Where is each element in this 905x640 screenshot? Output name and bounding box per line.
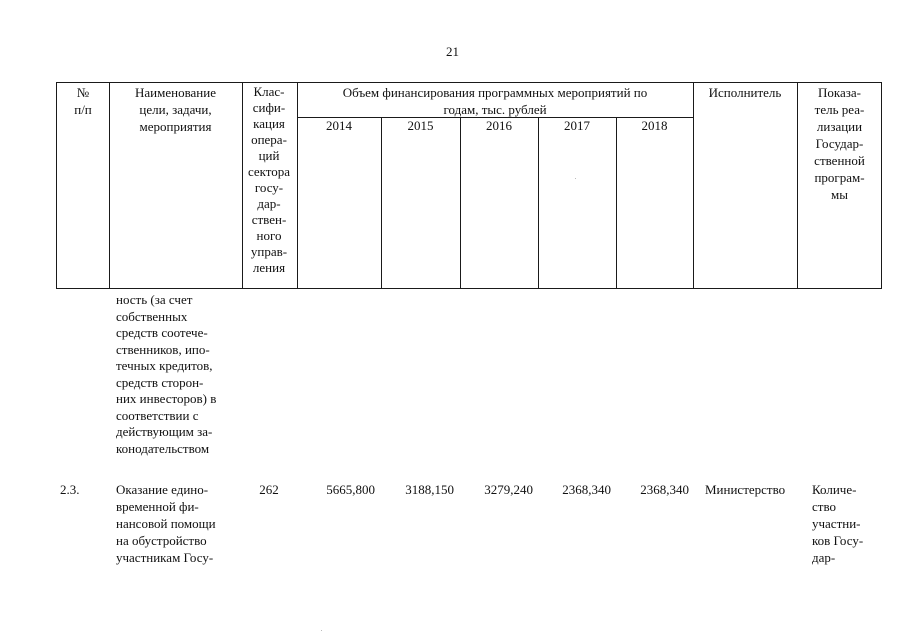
scan-speck: [575, 178, 576, 179]
year-2016: 2016: [486, 118, 512, 133]
year-2017: 2017: [564, 118, 590, 133]
header-executor: Исполнитель: [708, 85, 782, 100]
column-divider: [381, 117, 382, 288]
year-2014: 2014: [326, 118, 352, 133]
year-2018: 2018: [641, 118, 668, 133]
row-code: 262: [259, 482, 279, 497]
page-number: 21: [446, 44, 459, 59]
header-number: № п/п: [74, 85, 92, 117]
column-divider: [460, 117, 461, 288]
scan-speck: [321, 630, 322, 631]
row-value-2017: 2368,340: [562, 482, 611, 497]
row-name: Оказание едино- временной фи- нансовой помощи на обустройство участникам Госу-: [116, 482, 216, 565]
row-executor: Министерство: [705, 482, 786, 497]
header-indicator: Показа- тель реа- лизации Государ- ственной програм- мы: [814, 85, 865, 202]
row-indicator: Количе- ство участни- ков Госу- дар-: [812, 482, 864, 565]
column-divider: [693, 83, 694, 288]
column-divider: [616, 117, 617, 288]
row-value-2015: 3188,150: [405, 482, 454, 497]
row-value-2018: 2368,340: [640, 482, 689, 497]
row-value-2014: 5665,800: [326, 482, 375, 497]
row-value-2016: 3279,240: [484, 482, 533, 497]
row-number: 2.3.: [60, 482, 80, 497]
continuation-text: ность (за счет собственных средств соотече- ственников, ипо- течных кредитов, средств сторон- них инвесторов) в соответствии с действующим за- конодательством: [116, 292, 217, 456]
column-divider: [538, 117, 539, 288]
year-2015: 2015: [407, 118, 434, 133]
header-name: Наименование цели, задачи, мероприятия: [135, 85, 216, 134]
header-classification: Клас- сифи- кация опера- ций сектора госу- дар- ствен- ного управ- ления: [247, 84, 291, 275]
header-funding: Объем финансирования программных мероприятий по годам, тыс. рублей: [342, 85, 648, 117]
